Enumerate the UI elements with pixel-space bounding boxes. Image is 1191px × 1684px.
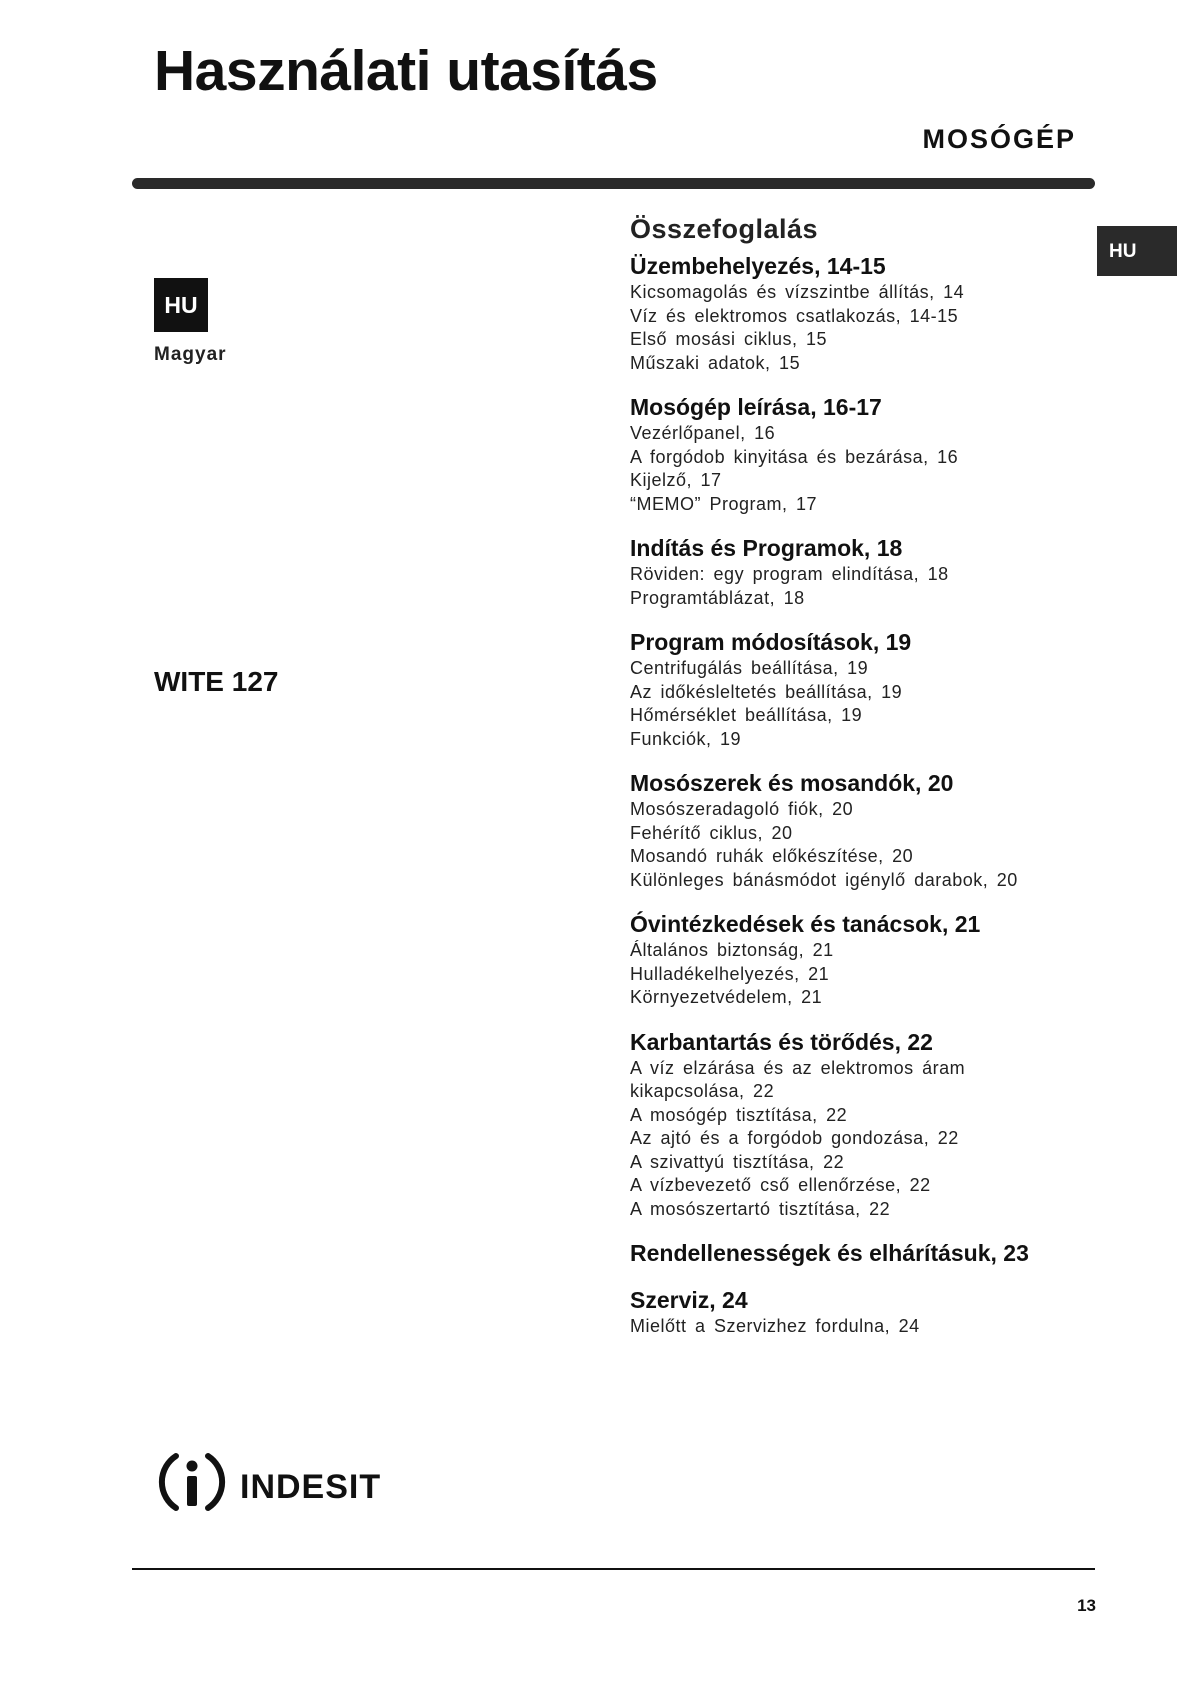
toc-entry: Kijelző, 17 xyxy=(630,470,722,490)
language-side-tab: HU xyxy=(1097,226,1177,276)
toc-entry: Kicsomagolás és vízszintbe állítás, 14 xyxy=(630,282,965,302)
toc-section-title: Program módosítások, 19 xyxy=(630,629,912,655)
toc-entry: Víz és elektromos csatlakozás, 14-15 xyxy=(630,305,959,326)
toc-entry: Mielőtt a Szervizhez fordulna, 24 xyxy=(630,1316,920,1336)
toc-entry: A mosószertartó tisztítása, 22 xyxy=(630,1198,891,1219)
toc-entry: Hőmérséklet beállítása, 19 xyxy=(630,705,863,725)
brand-name: indesit xyxy=(240,1455,382,1509)
toc-section-title: Üzembehelyezés, 14-15 xyxy=(630,253,886,279)
toc-entry: Környezetvédelem, 21 xyxy=(630,987,823,1007)
toc-section xyxy=(630,1238,1100,1268)
toc-entry: Műszaki adatok, 15 xyxy=(630,352,801,373)
toc-section-title: Karbantartás és törődés, 22 xyxy=(630,1028,933,1055)
toc-section xyxy=(630,533,1100,610)
toc-entry: Programtáblázat, 18 xyxy=(630,587,805,608)
toc-entry: Az ajtó és a forgódob gondozása, 22 xyxy=(630,1128,959,1148)
toc-sections xyxy=(630,251,1100,1339)
toc-entry: A szivattyú tisztítása, 22 xyxy=(630,1151,845,1172)
toc-section xyxy=(630,627,1100,751)
brand-logo xyxy=(154,1444,381,1520)
toc-section-title: Mosószerek és mosandók, 20 xyxy=(630,770,954,796)
toc-section xyxy=(630,1027,1100,1222)
toc-entry: kikapcsolása, 22 xyxy=(630,1081,775,1101)
toc-entry: A vízbevezető cső ellenőrzése, 22 xyxy=(630,1175,931,1195)
indesit-i-icon xyxy=(154,1444,230,1520)
toc-entry: A mosógép tisztítása, 22 xyxy=(630,1104,848,1125)
language-badge: HU xyxy=(154,278,208,332)
table-of-contents xyxy=(630,214,1100,1339)
language-name: Magyar xyxy=(154,344,227,365)
toc-entry: Különleges bánásmódot igénylő darabok, 20 xyxy=(630,869,1018,890)
header-divider xyxy=(132,178,1095,189)
toc-heading: Összefoglalás xyxy=(630,214,819,244)
toc-entry: Centrifugálás beállítása, 19 xyxy=(630,658,869,678)
toc-entry: Mosószeradagoló fiók, 20 xyxy=(630,799,854,819)
toc-entry: Fehérítő ciklus, 20 xyxy=(630,822,793,843)
toc-section xyxy=(630,392,1100,516)
toc-entry: A víz elzárása és az elektromos áram xyxy=(630,1057,966,1078)
document-subtitle: MOSÓGÉP xyxy=(922,124,1076,154)
model-name: WITE 127 xyxy=(154,666,279,697)
toc-section-title: Rendellenességek és elhárításuk, 23 xyxy=(630,1240,1029,1266)
toc-entry: Mosandó ruhák előkészítése, 20 xyxy=(630,846,914,866)
toc-section xyxy=(630,1285,1100,1339)
toc-section xyxy=(630,251,1100,375)
toc-section-title: Mosógép leírása, 16-17 xyxy=(630,394,882,420)
toc-entry: Első mosási ciklus, 15 xyxy=(630,329,828,349)
toc-entry: Funkciók, 19 xyxy=(630,728,742,749)
toc-section xyxy=(630,909,1100,1010)
document-title: Használati utasítás xyxy=(154,39,658,103)
toc-section-title: Szerviz, 24 xyxy=(630,1287,748,1313)
toc-entry: A forgódob kinyitása és bezárása, 16 xyxy=(630,446,959,467)
toc-entry: Általános biztonság, 21 xyxy=(630,940,834,960)
toc-entry: Röviden: egy program elindítása, 18 xyxy=(630,564,949,584)
footer-divider xyxy=(132,1568,1095,1570)
toc-entry: “MEMO” Program, 17 xyxy=(630,493,818,514)
page-number: 13 xyxy=(1077,1596,1096,1615)
toc-section-title: Indítás és Programok, 18 xyxy=(630,535,903,561)
toc-section-title: Óvintézkedések és tanácsok, 21 xyxy=(630,911,981,937)
toc-entry: Vezérlőpanel, 16 xyxy=(630,423,776,443)
toc-section xyxy=(630,768,1100,892)
toc-entry: Az időkésleltetés beállítása, 19 xyxy=(630,681,903,702)
toc-entry: Hulladékelhelyezés, 21 xyxy=(630,963,830,984)
